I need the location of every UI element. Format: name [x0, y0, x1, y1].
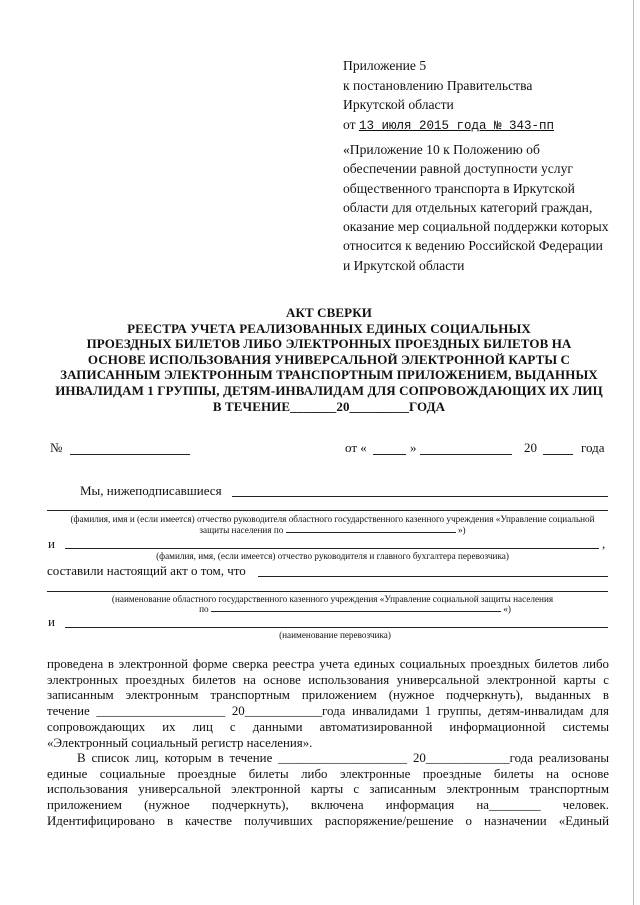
date-from-label: от « [345, 440, 367, 455]
fact-field-2[interactable] [47, 591, 608, 592]
p2-line-1: В список лиц, которым в течение ____________________ 20_____________года реализованы [77, 751, 609, 765]
institution-region-field[interactable] [211, 611, 501, 612]
appendix-header [343, 56, 633, 136]
p2-line-2: единые социальные проездные билеты либо электронные проездные билеты на основе [47, 766, 609, 781]
director-hint-region-field[interactable] [286, 532, 456, 533]
p2-line-3: использования универсальной электронной карты с записанным электронным транспортным [47, 782, 609, 797]
title-line-1: АКТ СВЕРКИ [286, 305, 372, 320]
p1-line-3: записанным электронным транспортным приложением (нужное подчеркнуть), выданных в [47, 688, 609, 703]
carrier-name-hint: (наименование перевозчика) [279, 630, 391, 640]
p1-line-5: сопровождающих их лиц с данными автоматизированной информационной системы [47, 719, 609, 734]
fact-field-1[interactable] [258, 576, 608, 577]
date-month-field[interactable] [420, 454, 512, 455]
title-line-2: РЕЕСТРА УЧЕТА РЕАЛИЗОВАННЫХ ЕДИНЫХ СОЦИАЛЬНЫХ [127, 320, 531, 336]
appendix-resolution: к постановлению Правительства [343, 77, 533, 93]
director-hint-end: ») [457, 525, 466, 535]
appendix-date-value: 13 июля 2015 года № 343-пп [358, 118, 555, 133]
date-year-field[interactable] [543, 454, 573, 455]
number-label: № [50, 440, 63, 455]
carrier-heads-field[interactable] [65, 548, 599, 549]
director-hint-text: (фамилия, имя и (если имеется) отчество руководителя областного государственного казенного учреждения «Управление социальной защиты населения по [70, 514, 595, 535]
p2-line-4: приложением (нужное подчеркнуть), включена информация на________ человек. [47, 798, 609, 813]
p1-line-6: «Электронный социальный регистр населения». [47, 735, 313, 750]
date-year-prefix: 20 [524, 440, 537, 455]
institution-hint-end: «) [503, 604, 511, 614]
institution-hint-line2 [180, 604, 530, 615]
p1-line-4: течение ____________________ 20____________года инвалидами 1 группы, детям-инвалидам для [47, 704, 609, 719]
date-quote: » [410, 440, 417, 455]
composed-label: составили настоящий акт о том, что [47, 563, 246, 578]
appendix-number: Приложение 5 [343, 58, 427, 73]
appendix-10-header: «Приложение 10 к Положению об обеспечении равной доступности услуг общественного транспорта в Иркутской области для отдельных категорий граждан, оказание мер социальной поддержки которых относится к ведению Российской Федерации и Иркутской области [343, 142, 609, 273]
appendix-date-prefix: от [343, 116, 356, 132]
and-label-1: и [48, 536, 55, 551]
appendix-date [343, 115, 633, 137]
p1-line-2: электронных проездных билетов на основе использования универсальной электронной карты с [47, 672, 609, 687]
p1-line-1: проведена в электронной форме сверка реестра учета единых социальных проездных билетов либо [47, 657, 609, 671]
director-name-field-1[interactable] [232, 496, 608, 497]
title-line-4: ОСНОВЕ ИСПОЛЬЗОВАНИЯ УНИВЕРСАЛЬНОЙ ЭЛЕКТРОННОЙ КАРТЫ С [87, 351, 571, 367]
title-line-7: В ТЕЧЕНИЕ_______20_________ГОДА [212, 398, 446, 414]
carrier-heads-hint: (фамилия, имя, (если имеется) отчество руководителя и главного бухгалтера перевозчика) [156, 551, 509, 561]
undersigned-label: Мы, нижеподписавшиеся [80, 483, 222, 498]
comma: , [602, 536, 606, 551]
date-day-field[interactable] [373, 454, 406, 455]
date-year-word: года [581, 440, 605, 455]
paragraph-1 [47, 657, 609, 751]
institution-hint-po: по [199, 604, 209, 614]
institution-hint: (наименование областного государственного казенного учреждения «Управление социальной защиты населения [111, 594, 554, 604]
document-title [40, 305, 618, 414]
paragraph-2 [47, 751, 609, 830]
title-line-6: ИНВАЛИДАМ 1 ГРУППЫ, ДЕТЯМ-ИНВАЛИДАМ ДЛЯ СОПРОВОЖДАЮЩИХ ИХ ЛИЦ [55, 382, 603, 398]
and-label-2: и [48, 614, 55, 629]
title-line-3: ПРОЕЗДНЫХ БИЛЕТОВ ЛИБО ЭЛЕКТРОННЫХ ПРОЕЗДНЫХ БИЛЕТОВ НА [86, 336, 572, 352]
number-field[interactable] [70, 454, 190, 455]
director-hint [60, 514, 605, 536]
p2-line-5: Идентифицировано в качестве получивших распоряжение/решение о назначении «Единый [47, 813, 609, 828]
director-name-field-2[interactable] [47, 510, 608, 511]
scan-edge-line [633, 0, 634, 905]
carrier-name-field[interactable] [65, 627, 608, 628]
title-line-5: ЗАПИСАННЫМ ЭЛЕКТРОННЫМ ТРАНСПОРТНЫМ ПРИЛОЖЕНИЕМ, ВЫДАННЫХ [60, 367, 598, 383]
appendix-region: Иркутской области [343, 97, 454, 112]
